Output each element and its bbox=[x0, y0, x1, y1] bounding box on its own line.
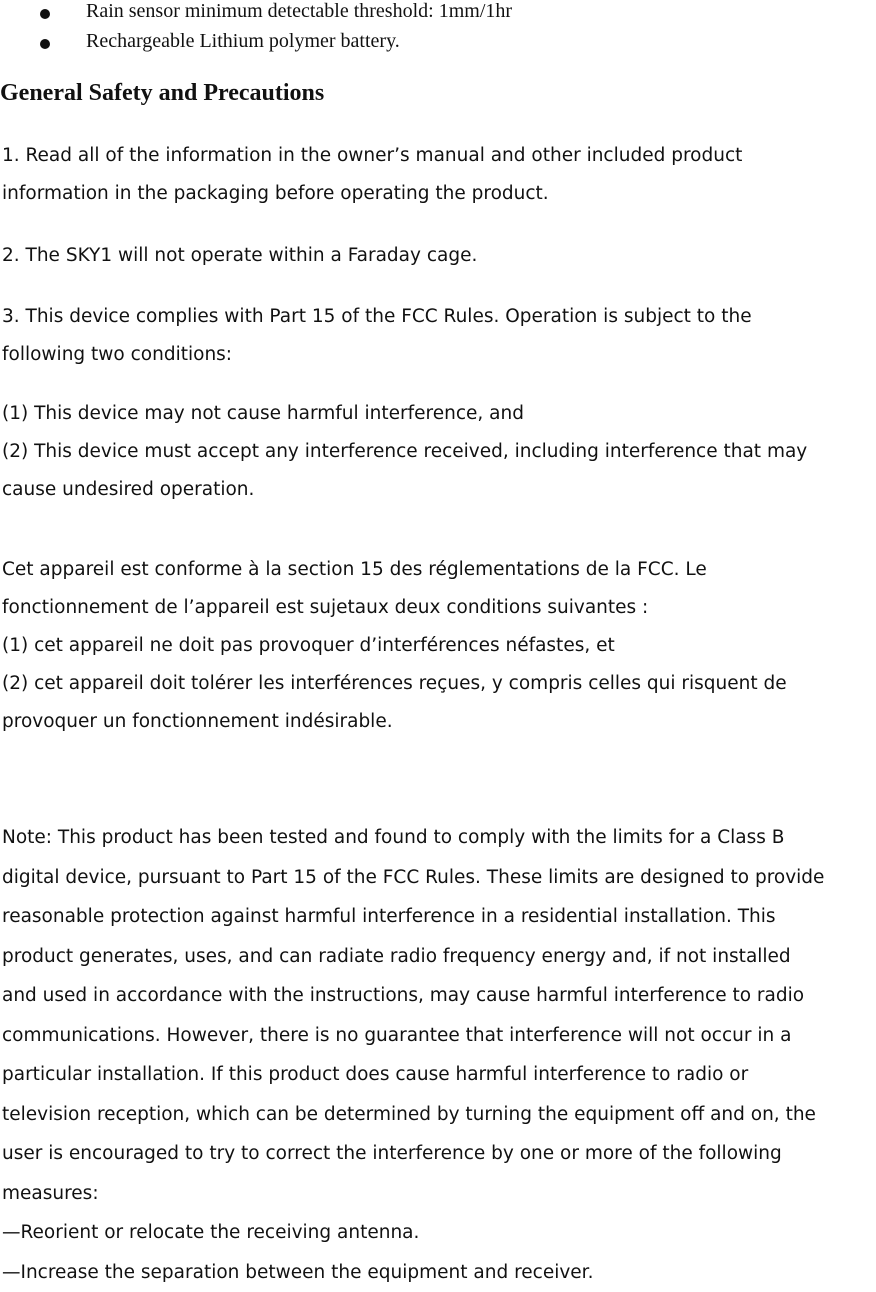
text-line: reasonable protection against harmful interference in a residential installation. This bbox=[2, 897, 874, 937]
text-line: fonctionnement de l’appareil est sujetaux deux conditions suivantes : bbox=[2, 589, 874, 627]
text-line: information in the packaging before operating the product. bbox=[2, 175, 874, 213]
bullet-dot-icon bbox=[40, 9, 50, 19]
text-line: —Increase the separation between the equipment and receiver. bbox=[2, 1253, 874, 1292]
text-line: (1) cet appareil ne doit pas provoquer d’interférences néfastes, et bbox=[2, 627, 874, 665]
safety-item-1 bbox=[2, 137, 874, 213]
text-line: —Reorient or relocate the receiving antenna. bbox=[2, 1213, 874, 1253]
spec-bullet-text: Rechargeable Lithium polymer battery. bbox=[86, 30, 400, 53]
text-line: and used in accordance with the instructions, may cause harmful interference to radio bbox=[2, 976, 874, 1016]
text-line: (2) cet appareil doit tolérer les interférences reçues, y compris celles qui risquent de bbox=[2, 665, 874, 703]
text-line: provoquer un fonctionnement indésirable. bbox=[2, 703, 874, 741]
text-line: following two conditions: bbox=[2, 336, 874, 374]
text-line: cause undesired operation. bbox=[2, 471, 874, 509]
text-line: 3. This device complies with Part 15 of the FCC Rules. Operation is subject to the bbox=[2, 298, 874, 336]
text-line: 2. The SKY1 will not operate within a Faraday cage. bbox=[2, 237, 874, 275]
text-line: Note: This product has been tested and found to comply with the limits for a Class B bbox=[2, 818, 874, 858]
text-line: communications. However, there is no guarantee that interference will not occur in a bbox=[2, 1016, 874, 1056]
text-line: user is encouraged to try to correct the interference by one or more of the following bbox=[2, 1134, 874, 1174]
text-line: measures: bbox=[2, 1174, 874, 1214]
text-line: (1) This device may not cause harmful interference, and bbox=[2, 395, 874, 433]
section-heading: General Safety and Precautions bbox=[0, 80, 324, 107]
text-line: product generates, uses, and can radiate radio frequency energy and, if not installed bbox=[2, 937, 874, 977]
bullet-dot-icon bbox=[40, 39, 50, 49]
safety-item-2 bbox=[2, 237, 874, 275]
fcc-note-paragraph bbox=[2, 818, 874, 1292]
text-line: digital device, pursuant to Part 15 of the FCC Rules. These limits are designed to provide bbox=[2, 858, 874, 898]
text-line: particular installation. If this product does cause harmful interference to radio or bbox=[2, 1055, 874, 1095]
text-line: television reception, which can be determined by turning the equipment off and on, the bbox=[2, 1095, 874, 1135]
text-line: Cet appareil est conforme à la section 15 des réglementations de la FCC. Le bbox=[2, 551, 874, 589]
text-line: (2) This device must accept any interference received, including interference that may bbox=[2, 433, 874, 471]
french-compliance-paragraph bbox=[2, 551, 874, 741]
spec-bullet-text: Rain sensor minimum detectable threshold: 1mm/1hr bbox=[86, 0, 512, 23]
fcc-conditions bbox=[2, 395, 874, 509]
text-line: 1. Read all of the information in the owner’s manual and other included product bbox=[2, 137, 874, 175]
safety-item-3 bbox=[2, 298, 874, 374]
